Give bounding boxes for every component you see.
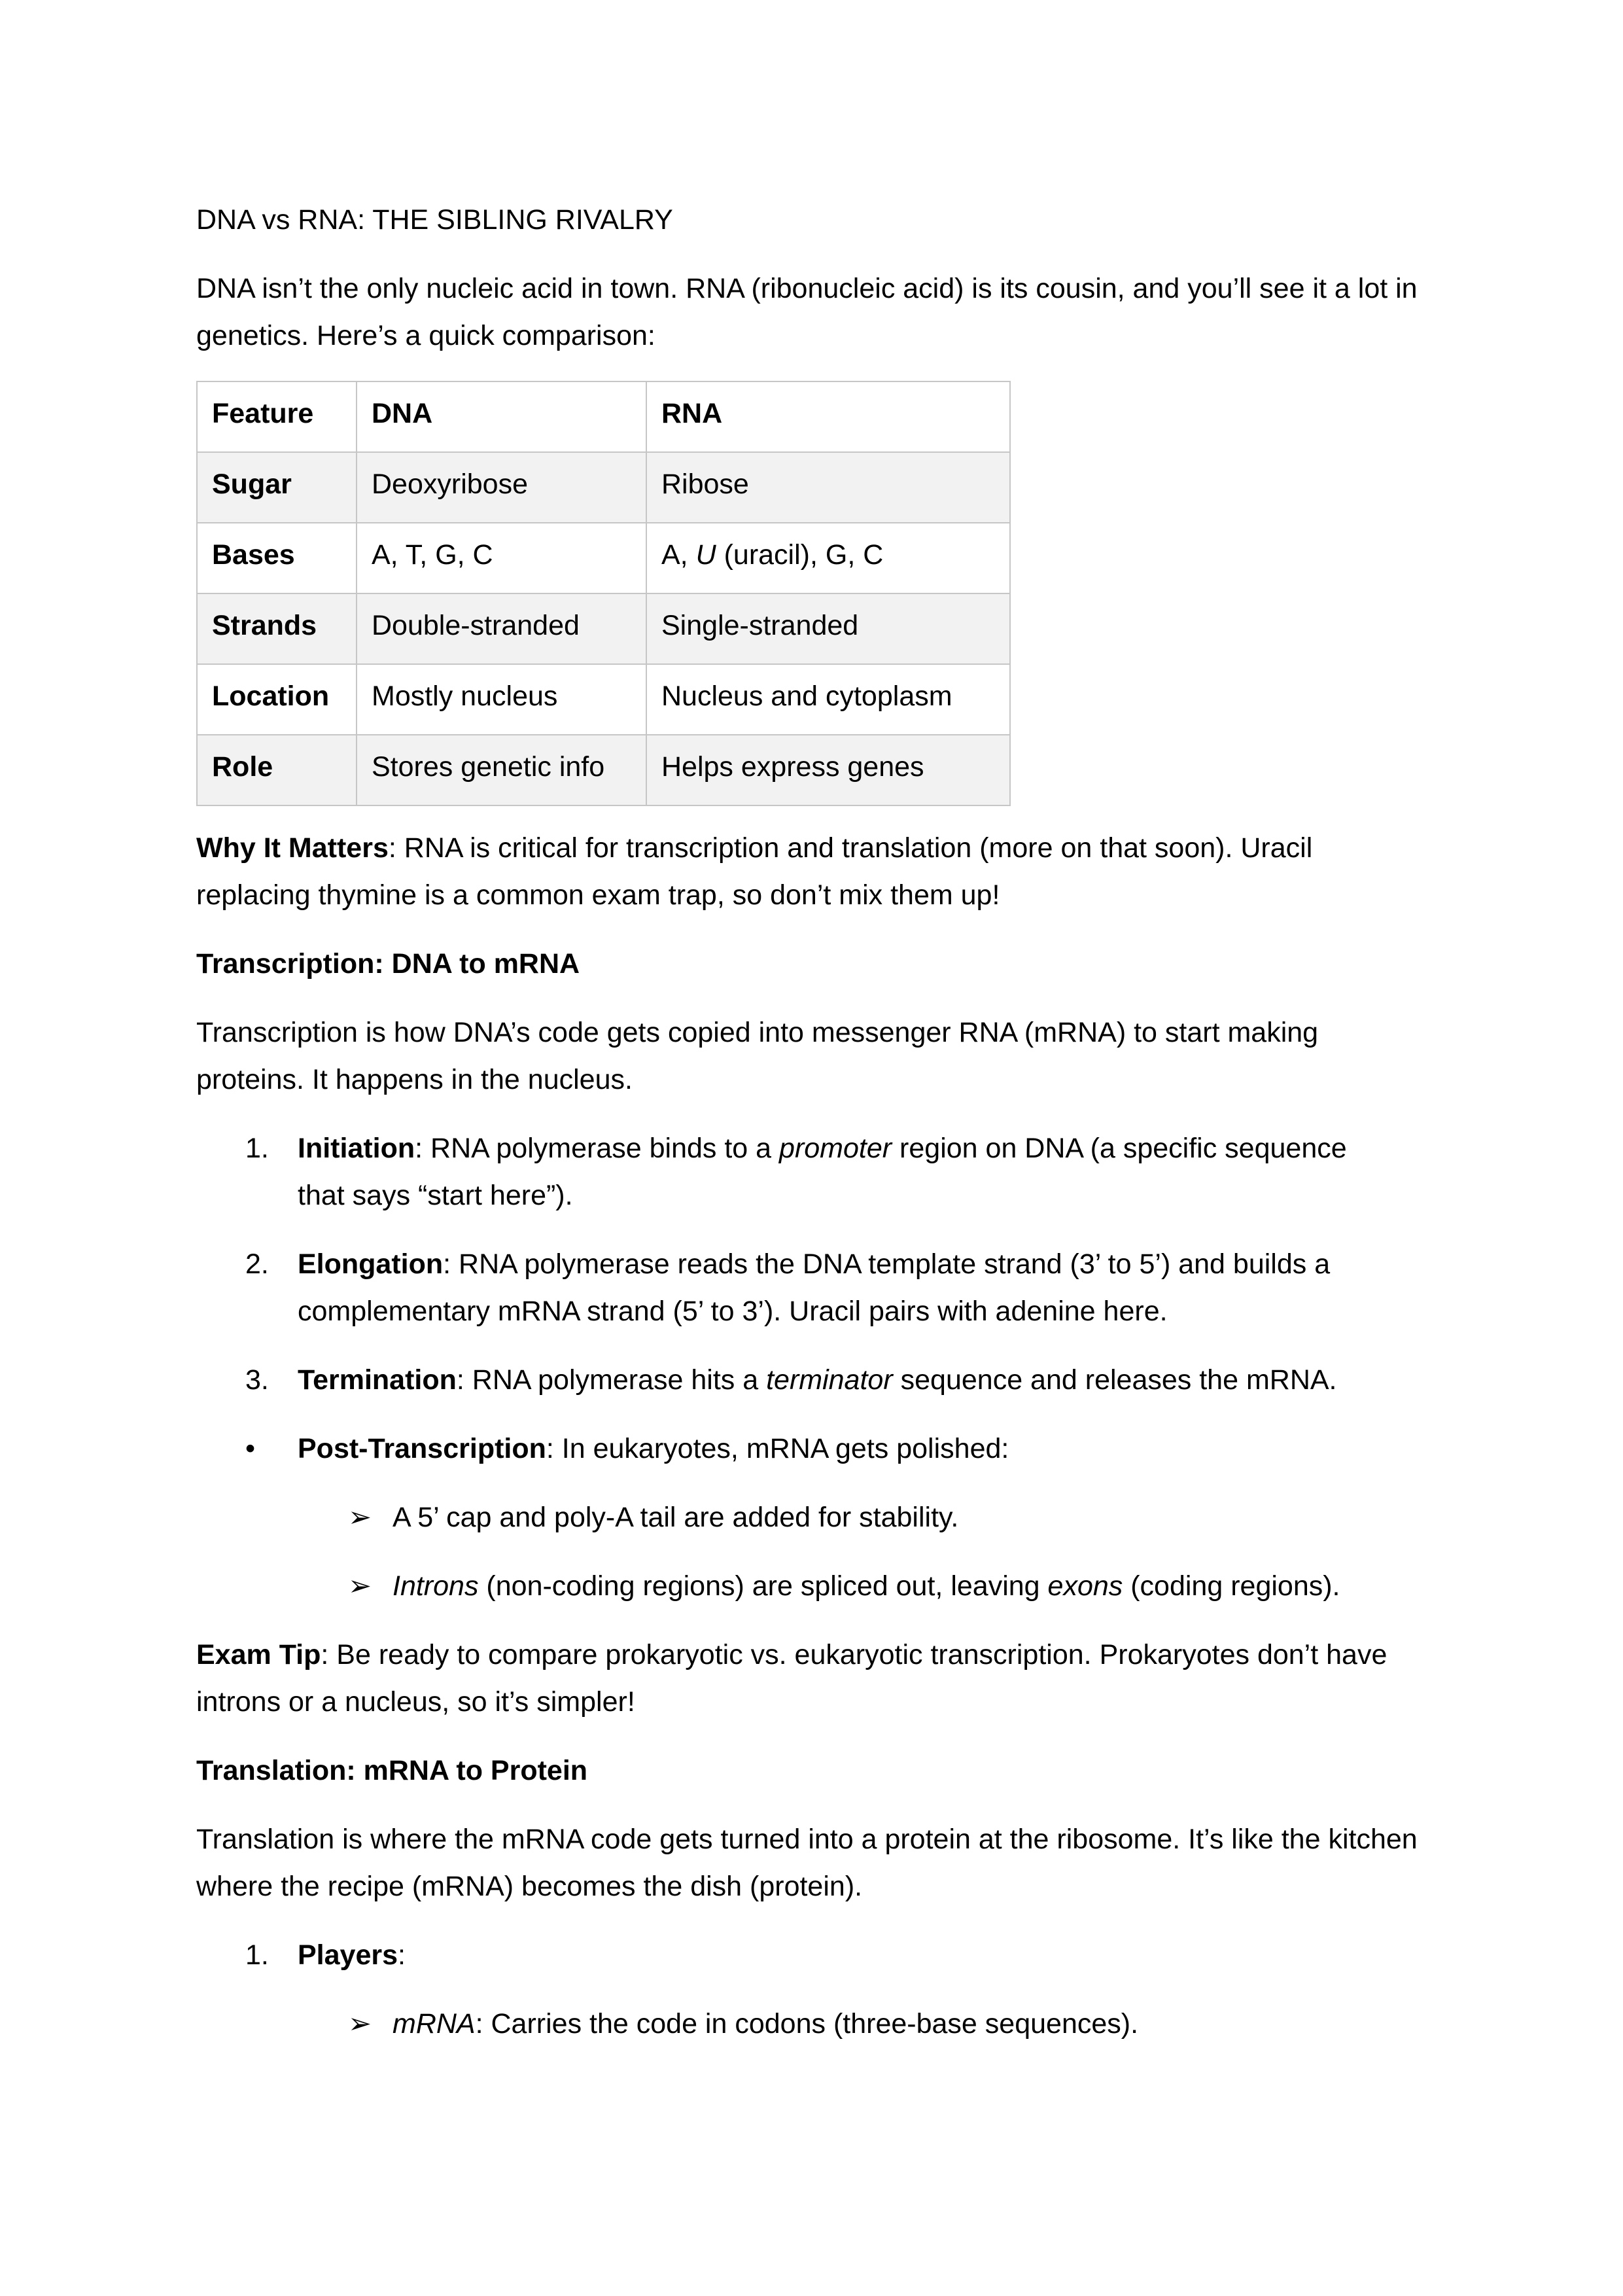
bullet-label: Post-Transcription: [298, 1433, 546, 1464]
step-label: Players: [298, 1939, 398, 1971]
exam-tip-paragraph: [196, 1631, 1427, 1725]
table-row-location: [197, 664, 1010, 735]
table-row-role: [197, 735, 1010, 805]
arrow-bullet-icon: ➢: [348, 1502, 372, 1533]
bullet-icon: •: [245, 1433, 256, 1464]
feature-cell: Bases: [197, 523, 357, 593]
sub-bullet-introns-exons: [196, 1563, 1427, 1610]
post-transcription-bullet: [196, 1425, 1427, 1472]
dna-cell: Stores genetic info: [357, 735, 646, 805]
arrow-bullet-icon: ➢: [348, 2008, 372, 2040]
sub-bullet-italic-term: mRNA: [393, 2008, 476, 2040]
translation-intro-paragraph: Translation is where the mRNA code gets turned into a protein at the ribosome. It’s like the kitchen where the recipe (mRNA) becomes the dish (protein).: [196, 1824, 1418, 1902]
intro-paragraph: DNA isn’t the only nucleic acid in town. RNA (ribonucleic acid) is its cousin, and you’ll see it a lot in genetics. Here’s a quick comparison:: [196, 273, 1418, 351]
step-text-segment: : RNA polymerase reads the DNA template strand (3’ to 5’) and builds a complementary mRNA strand (5’ to 3’). Uracil pairs with adenine here.: [298, 1248, 1331, 1327]
transcription-step-termination: [196, 1356, 1427, 1404]
exam-tip-text: : Be ready to compare prokaryotic vs. eukaryotic transcription. Prokaryotes don’t have introns or a nucleus, so it’s simpler!: [196, 1639, 1387, 1718]
translation-heading: Translation: mRNA to Protein: [196, 1755, 588, 1786]
sub-bullet-text-segment: (coding regions).: [1123, 1570, 1340, 1602]
document-title: DNA vs RNA: THE SIBLING RIVALRY: [196, 204, 673, 236]
feature-cell: Role: [197, 735, 357, 805]
sub-bullet-text: [393, 1563, 1427, 1610]
sub-bullet-text-segment: (non-coding regions) are spliced out, leaving: [478, 1570, 1048, 1602]
step-number: 3.: [245, 1364, 269, 1396]
rna-bases-uracil: U: [695, 539, 716, 571]
feature-cell: Strands: [197, 593, 357, 664]
step-label: Termination: [298, 1364, 457, 1396]
table-header-rna: RNA: [646, 381, 1010, 452]
step-label: Elongation: [298, 1248, 444, 1280]
step-text-segment: : RNA polymerase hits a: [456, 1364, 767, 1396]
arrow-bullet-icon: ➢: [348, 1570, 372, 1602]
step-text-segment: : RNA polymerase binds to a: [415, 1133, 780, 1164]
transcription-step-elongation: [196, 1241, 1427, 1335]
dna-cell: Double-stranded: [357, 593, 646, 664]
sub-bullet-italic-term: Introns: [393, 1570, 479, 1602]
exam-tip-label: Exam Tip: [196, 1639, 321, 1670]
step-number: 2.: [245, 1248, 269, 1280]
step-text-segment: sequence and releases the mRNA.: [892, 1364, 1337, 1396]
sub-bullet-italic-term: exons: [1047, 1570, 1123, 1602]
step-italic-term: promoter: [779, 1133, 892, 1164]
table-header-feature: Feature: [197, 381, 357, 452]
rna-cell: Single-stranded: [646, 593, 1010, 664]
transcription-heading: Transcription: DNA to mRNA: [196, 948, 580, 980]
feature-cell: Location: [197, 664, 357, 735]
bullet-text: [298, 1425, 1427, 1472]
sub-bullet-text-segment: : Carries the code in codons (three-base sequences).: [475, 2008, 1139, 2040]
bullet-text-segment: : In eukaryotes, mRNA gets polished:: [546, 1433, 1009, 1464]
step-italic-term: terminator: [766, 1364, 893, 1396]
table-header-dna: DNA: [357, 381, 646, 452]
rna-cell: Helps express genes: [646, 735, 1010, 805]
why-it-matters-paragraph: [196, 824, 1427, 919]
rna-bases-suffix: (uracil), G, C: [716, 539, 884, 571]
step-label: Initiation: [298, 1133, 415, 1164]
step-text-segment: :: [398, 1939, 406, 1971]
table-row-sugar: [197, 452, 1010, 523]
dna-cell: Mostly nucleus: [357, 664, 646, 735]
rna-cell: Ribose: [646, 452, 1010, 523]
step-text: [298, 1241, 1427, 1335]
table-row-bases: [197, 523, 1010, 593]
table-row-strands: [197, 593, 1010, 664]
step-text: [298, 1125, 1427, 1219]
rna-cell: Nucleus and cytoplasm: [646, 664, 1010, 735]
feature-cell: Sugar: [197, 452, 357, 523]
sub-bullet-mrna: [196, 2000, 1427, 2047]
sub-bullet-cap-poly-a: [196, 1494, 1427, 1541]
rna-bases-prefix: A,: [661, 539, 696, 571]
why-it-matters-label: Why It Matters: [196, 832, 389, 864]
transcription-intro-paragraph: Transcription is how DNA’s code gets copied into messenger RNA (mRNA) to start making proteins. It happens in the nucleus.: [196, 1017, 1319, 1095]
transcription-step-initiation: [196, 1125, 1427, 1219]
step-text: [298, 1932, 1427, 1979]
rna-cell: [646, 523, 1010, 593]
step-text-segment: region on DNA (a specific sequence that says “start here”).: [298, 1133, 1347, 1211]
step-number: 1.: [245, 1939, 269, 1971]
translation-step-players: [196, 1932, 1427, 1979]
step-text: [298, 1356, 1427, 1404]
sub-bullet-text: [393, 2000, 1427, 2047]
dna-cell: A, T, G, C: [357, 523, 646, 593]
sub-bullet-text-segment: A 5’ cap and poly-A tail are added for stability.: [393, 1502, 959, 1533]
step-number: 1.: [245, 1133, 269, 1164]
why-it-matters-text: : RNA is critical for transcription and translation (more on that soon). Uracil replacing thymine is a common exam trap, so don’t mix them up!: [196, 832, 1313, 911]
table-header-row: [197, 381, 1010, 452]
dna-cell: Deoxyribose: [357, 452, 646, 523]
sub-bullet-text: [393, 1494, 1427, 1541]
comparison-table: [196, 381, 1011, 806]
